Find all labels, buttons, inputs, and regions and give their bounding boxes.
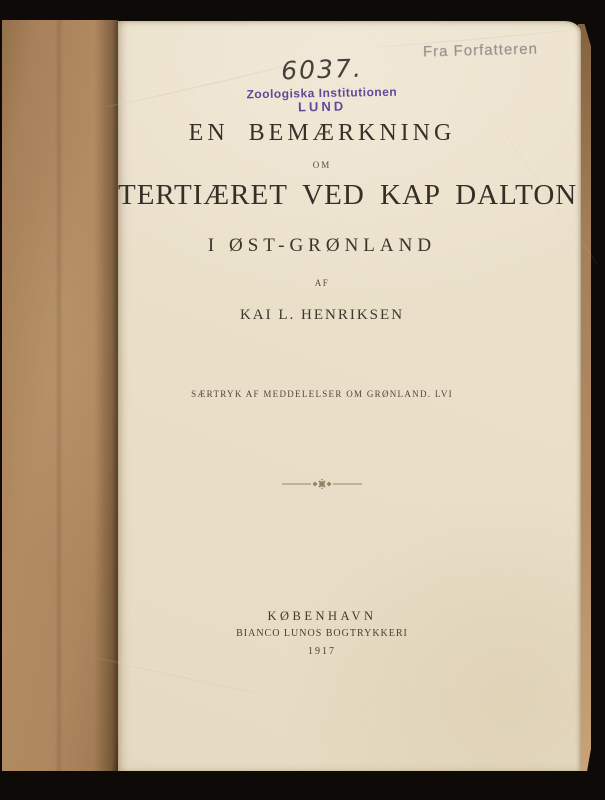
library-stamp-institution: Zoologiska Institutionen xyxy=(246,84,398,102)
title-page xyxy=(118,21,581,771)
title-line-1: EN BEMÆRKNING xyxy=(188,120,456,146)
series-note: SÆRTRYK AF MEDDELELSER OM GRØNLAND. LVI xyxy=(191,389,453,399)
title-line-2: TERTIÆRET VED KAP DALTON xyxy=(118,179,578,211)
author-name: KAI L. HENRIKSEN xyxy=(239,307,405,323)
byline-label: AF xyxy=(314,278,330,288)
ornament-divider-icon xyxy=(118,475,526,493)
imprint-printer: BIANCO LUNOS BOGTRYKKERI xyxy=(236,628,408,639)
library-stamp xyxy=(118,83,526,118)
gutter-shadow xyxy=(94,20,118,771)
handwritten-accession-number: 6037. xyxy=(280,53,364,86)
provenance-stamp: Fra Forfatteren xyxy=(422,40,539,61)
title-line-3: I ØST-GRØNLAND xyxy=(207,235,437,256)
imprint-city: KØBENHAVN xyxy=(267,609,377,623)
page-crease xyxy=(95,656,281,698)
imprint-year: 1917 xyxy=(308,646,336,657)
title-conjunction: OM xyxy=(312,160,332,170)
library-stamp-city: LUND xyxy=(297,98,347,115)
